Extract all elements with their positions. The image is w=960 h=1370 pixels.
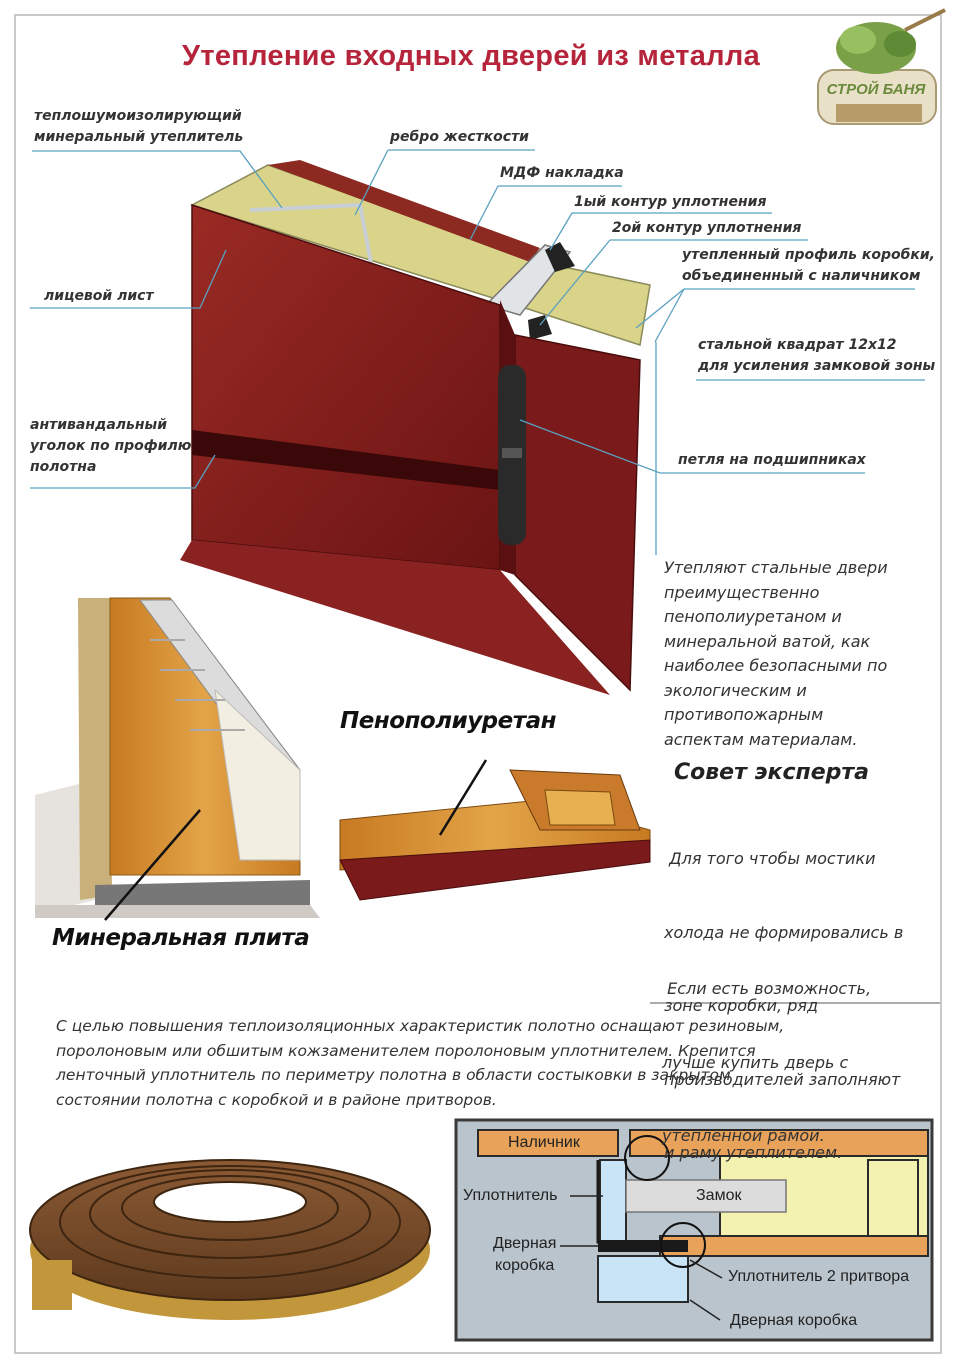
- mineral-plate-label: Минеральная плита: [52, 925, 310, 951]
- diagram-label-casing: Наличник: [508, 1134, 580, 1151]
- label-face-sheet: лицевой лист: [44, 288, 154, 304]
- label-antivandal: антивандальный уголок по профилю полотна: [30, 417, 192, 475]
- bottom-text: С целью повышения теплоизоляционных характеристик полотно оснащают резиновым, поролоновым или обшитым кожзаменителем поролоновым уплотнителем. Крепится ленточный уплотнитель по периметру полотна в области состыковки в закрытом состоянии полотна с коробкой и в районе притворов.: [56, 1017, 785, 1109]
- label-steel-square: стальной квадрат 12х12 для усиления замковой зоны: [698, 337, 936, 374]
- logo-icon: [818, 10, 945, 124]
- polyurethane-illustration: [340, 770, 650, 900]
- logo-text: СТРОЙ БАНЯ: [826, 81, 926, 98]
- diagram-label-seal: Уплотнитель: [463, 1187, 558, 1204]
- mineral-plate-illustration: [35, 598, 320, 918]
- label-mineral-insulation: теплошумоизолирующий минеральный утеплитель: [34, 108, 244, 145]
- advice-paragraph-1: Для того чтобы мостики холода не формировались в зоне коробки, ряд производителей заполняют и раму утеплителем.: [664, 849, 904, 1162]
- door-illustration: [180, 160, 650, 695]
- diagram-label-lock: Замок: [696, 1187, 742, 1204]
- polyurethane-label: Пенополиуретан: [340, 708, 556, 734]
- diagram-label-frame2: Дверная коробка: [730, 1312, 858, 1329]
- advice-paragraph-2: Если есть возможность, лучше купить дверь с утепленной рамой.: [662, 979, 872, 1145]
- label-mdf: МДФ накладка: [500, 165, 624, 181]
- label-stiffener: ребро жесткости: [390, 129, 529, 145]
- side-text: Утепляют стальные двери преимущественно пенополиуретаном и минеральной ватой, как наиболее безопасными по экологическим и противопожарным аспектам материалам.: [664, 558, 888, 749]
- label-seal1: 1ый контур уплотнения: [574, 194, 767, 210]
- page-title: Утепление входных дверей из металла: [182, 40, 761, 72]
- seal-tape-illustration: [30, 1160, 430, 1320]
- advice-title: Совет эксперта: [674, 760, 869, 785]
- label-profile: утепленный профиль коробки, объединенный с наличником: [682, 247, 936, 284]
- label-seal2: 2ой контур уплотнения: [612, 220, 802, 236]
- diagram-label-frame: Дверная коробка: [493, 1235, 557, 1274]
- label-hinge: петля на подшипниках: [678, 452, 866, 468]
- diagram-label-seal2: Уплотнитель 2 притвора: [728, 1268, 910, 1285]
